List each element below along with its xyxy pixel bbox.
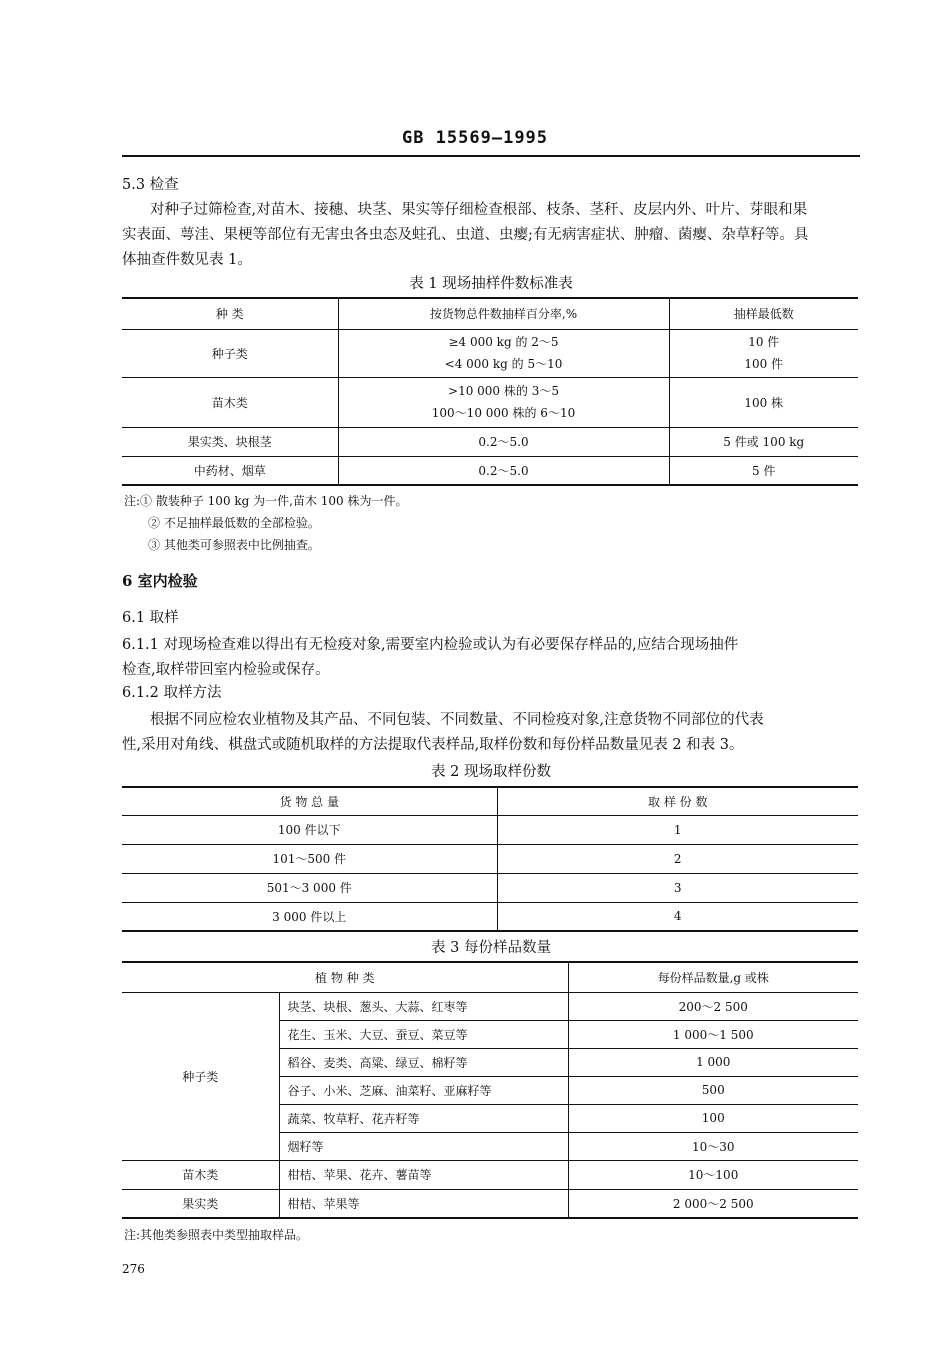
para-line: 性,采用对角线、棋盘式或随机取样的方法提取代表样品,取样份数和每份样品数量见表 2 和表 3。 (122, 737, 744, 753)
table-row (122, 902, 858, 931)
table2-cell: 1 (497, 815, 858, 844)
table1 (122, 297, 858, 486)
table3-cell: 柑桔、苹果、花卉、薯苗等 (279, 1160, 568, 1189)
table1-note-2: ② 不足抽样最低数的全部检验。 (148, 516, 320, 530)
header-rule (122, 155, 860, 157)
table1-caption: 表 1 现场抽样件数标准表 (409, 276, 573, 292)
table3-group-cell: 果实类 (122, 1189, 279, 1218)
table3-cell: 100 (568, 1104, 858, 1132)
table3-cell: 1 000～1 500 (568, 1020, 858, 1048)
table3-group-cell: 种子类 (122, 992, 279, 1160)
para-line: 6.1.1 对现场检查难以得出有无检疫对象,需要室内检验或认为有必要保存样品的,应结合现场抽件 (122, 637, 739, 653)
table-row (122, 873, 858, 902)
table3-cell: 花生、玉米、大豆、蚕豆、菜豆等 (279, 1020, 568, 1048)
section-6-1-2-paragraph (122, 708, 860, 758)
table2-cell: 101～500 件 (122, 844, 497, 873)
table2-header-cell: 货 物 总 量 (122, 787, 497, 815)
table1-cell: 中药材、烟草 (122, 456, 338, 485)
table3 (122, 961, 858, 1219)
page-number: 276 (122, 1262, 145, 1276)
table2-caption: 表 2 现场取样份数 (431, 764, 551, 780)
table-row (122, 815, 858, 844)
table2-cell: 2 (497, 844, 858, 873)
table2 (122, 786, 858, 932)
table1-header-cell: 抽样最低数 (669, 298, 858, 329)
table1-cell (338, 377, 669, 427)
table3-cell: 谷子、小米、芝麻、油菜籽、亚麻籽等 (279, 1076, 568, 1104)
table3-header-row (122, 962, 858, 992)
table3-cell: 块茎、块根、葱头、大蒜、红枣等 (279, 992, 568, 1020)
table1-cell: 0.2～5.0 (338, 456, 669, 485)
table2-cell: 3 000 件以上 (122, 902, 497, 931)
table3-cell: 1 000 (568, 1048, 858, 1076)
table3-cell: 200～2 500 (568, 992, 858, 1020)
table3-cell: 10～30 (568, 1132, 858, 1160)
table-row (122, 456, 858, 485)
table3-group-cell: 苗木类 (122, 1160, 279, 1189)
table2-header-cell: 取 样 份 数 (497, 787, 858, 815)
table-row (122, 992, 858, 1020)
para-line: 根据不同应检农业植物及其产品、不同包装、不同数量、不同检疫对象,注意货物不同部位的代表 (150, 712, 764, 728)
table2-cell: 3 (497, 873, 858, 902)
table3-cell: 蔬菜、牧草籽、花卉籽等 (279, 1104, 568, 1132)
cell-line: 100～10 000 株的 6～10 (431, 406, 576, 420)
table1-header-cell: 按货物总件数抽样百分率,% (338, 298, 669, 329)
cell-line: >10 000 株的 3～5 (448, 384, 559, 398)
table1-cell: 0.2～5.0 (338, 427, 669, 456)
para-line: 实表面、萼洼、果梗等部位有无害虫各虫态及蛀孔、虫道、虫瘿;有无病害症状、肿瘤、菌瘿、杂草籽等。具 (122, 227, 809, 243)
table1-cell: 100 株 (669, 377, 858, 427)
table1-cell (338, 329, 669, 377)
table-row (122, 427, 858, 456)
cell-line: 10 件 (748, 335, 780, 349)
table3-cell: 烟籽等 (279, 1132, 568, 1160)
table1-cell: 5 件 (752, 463, 776, 478)
cell-line: <4 000 kg 的 5～10 (444, 357, 563, 371)
table1-note-3: ③ 其他类可参照表中比例抽查。 (148, 538, 320, 552)
table1-header-row (122, 298, 858, 329)
table3-note: 注:其他类参照表中类型抽取样品。 (124, 1228, 309, 1242)
table2-cell: 501～3 000 件 (122, 873, 497, 902)
table3-cell: 500 (568, 1076, 858, 1104)
para-line: 检查,取样带回室内检验或保存。 (122, 662, 330, 678)
section-5-3-heading: 5.3 检查 (122, 177, 179, 193)
table3-header-cell: 植 物 种 类 (122, 962, 568, 992)
table3-cell: 2 000～2 500 (672, 1196, 754, 1211)
table1-cell (669, 329, 858, 377)
table1-cell: 苗木类 (122, 377, 338, 427)
table-row (122, 329, 858, 377)
table1-cell: 果实类、块根茎 (122, 427, 338, 456)
table3-caption: 表 3 每份样品数量 (431, 940, 551, 956)
table-row (122, 844, 858, 873)
table-row (122, 1189, 858, 1218)
para-line: 体抽查件数见表 1。 (122, 252, 252, 268)
document-header: GB 15569—1995 (401, 128, 549, 148)
cell-line: 100 件 (744, 357, 784, 371)
section-6-1-1-paragraph (122, 633, 860, 683)
table3-cell: 10～100 (568, 1160, 858, 1189)
cell-line: ≥4 000 kg 的 2～5 (448, 335, 559, 349)
table-row (122, 377, 858, 427)
table2-cell: 100 件以下 (122, 815, 497, 844)
section-6-1-2-heading: 6.1.2 取样方法 (122, 685, 222, 701)
table-row (122, 1160, 858, 1189)
section-6-heading: 6 室内检验 (122, 572, 198, 590)
table3-cell: 柑桔、苹果等 (279, 1189, 568, 1218)
table2-cell: 4 (673, 909, 682, 924)
para-line: 对种子过筛检查,对苗木、接穗、块茎、果实等仔细检查根部、枝条、茎秆、皮层内外、叶片、芽眼和果 (150, 202, 808, 218)
section-6-1-heading: 6.1 取样 (122, 610, 179, 626)
table2-header-row (122, 787, 858, 815)
section-5-3-paragraph (122, 198, 860, 273)
table1-header-cell: 种 类 (122, 298, 338, 329)
table1-cell: 种子类 (122, 329, 338, 377)
table1-cell: 5 件或 100 kg (669, 427, 858, 456)
table3-header-cell: 每份样品数量,g 或株 (568, 962, 858, 992)
table1-note-1: 注:① 散装种子 100 kg 为一件,苗木 100 株为一件。 (124, 494, 408, 508)
table3-cell: 稻谷、麦类、高粱、绿豆、棉籽等 (279, 1048, 568, 1076)
